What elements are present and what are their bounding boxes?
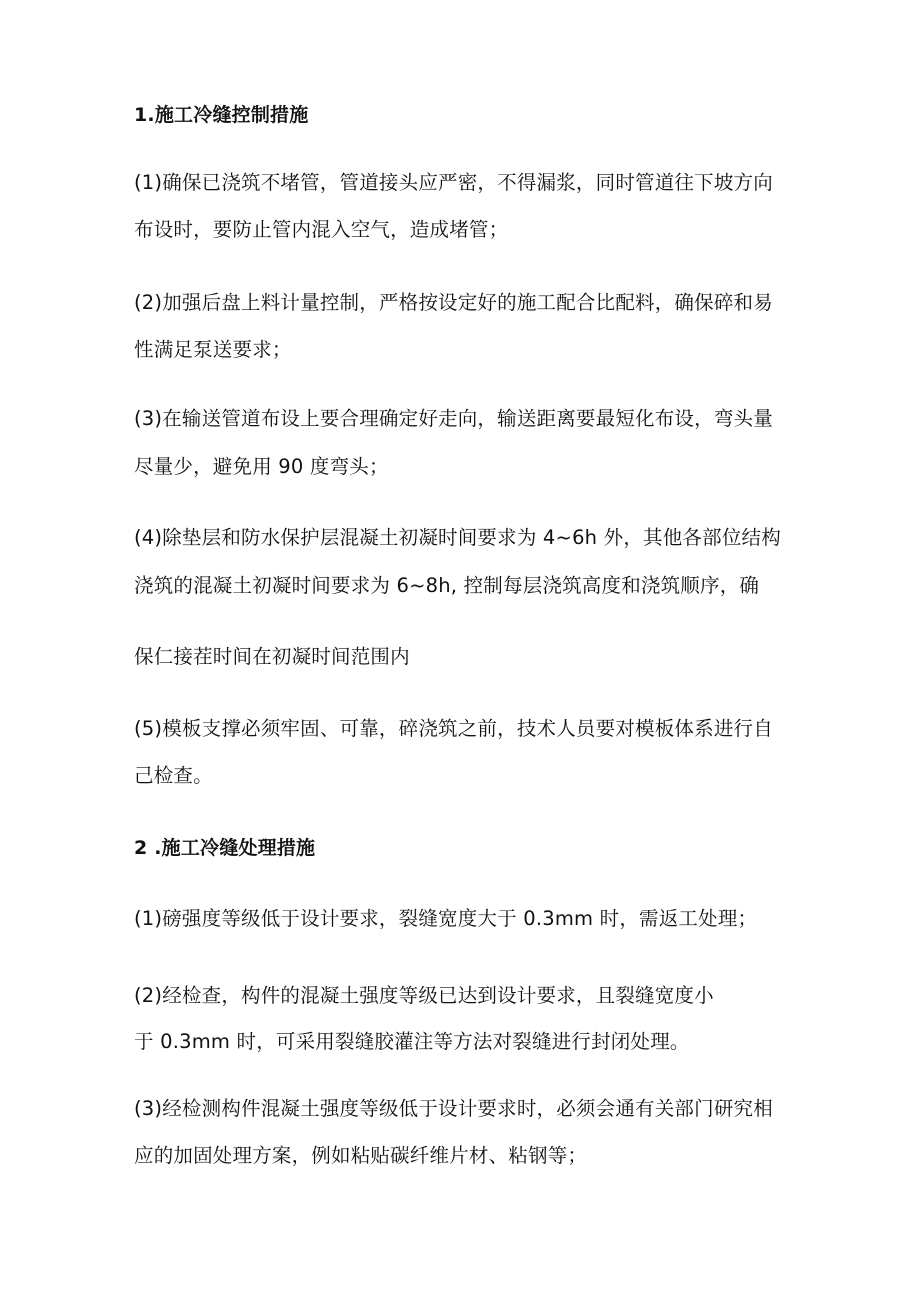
section-2-heading: 2 .施工冷缝处理措施 [134,837,316,859]
s1-item-2-line-1: (2)加强后盘上料计量控制，严格按设定好的施工配合比配料，确保碎和易 [134,291,773,314]
s1-item-3-line-1: (3)在输送管道布设上要合理确定好走向，输送距离要最短化布设，弯头量 [134,407,773,430]
s2-item-3-line-1: (3)经检测构件混凝土强度等级低于设计要求时，必须会通有关部门研究相 [134,1097,773,1120]
s1-item-5-line-1: (5)模板支撑必须牢固、可靠，碎浇筑之前，技术人员要对模板体系进行自 [134,717,773,740]
s1-item-1-line-1: (1)确保已浇筑不堵管，管道接头应严密，不得漏浆，同时管道往下坡方向 [134,171,773,194]
s1-item-3-line-2: 尽量少，避免用 90 度弯头； [134,455,389,478]
s2-item-3-line-2: 应的加固处理方案，例如粘贴碳纤维片材、粘钢等； [134,1144,588,1167]
section-1-heading: 1.施工冷缝控制措施 [134,104,309,126]
s1-item-5-line-2: 己检查。 [134,764,213,787]
s1-item-4-line-2: 浇筑的混凝土初凝时间要求为 6~8h, 控制每层浇筑高度和浇筑顺序，确 [134,574,760,597]
s1-item-2-line-2: 性满足泵送要求； [134,338,292,361]
s1-item-4-line-1: (4)除垫层和防水保护层混凝土初凝时间要求为 4~6h 外，其他各部位结构 [134,526,781,549]
s2-item-2-line-1: (2)经检查，构件的混凝土强度等级已达到设计要求，且裂缝宽度小 [134,984,714,1007]
s2-item-1-line-1: (1)磅强度等级低于设计要求，裂缝宽度大于 0.3mm 时，需返工处理； [134,907,758,930]
s2-item-2-line-2: 于 0.3mm 时，可采用裂缝胶灌注等方法对裂缝进行封闭处理。 [134,1030,690,1053]
s1-item-4-line-3: 保仁接茬时间在初凝时间范围内 [134,645,410,668]
s1-item-1-line-2: 布设时，要防止管内混入空气，造成堵管； [134,218,509,241]
